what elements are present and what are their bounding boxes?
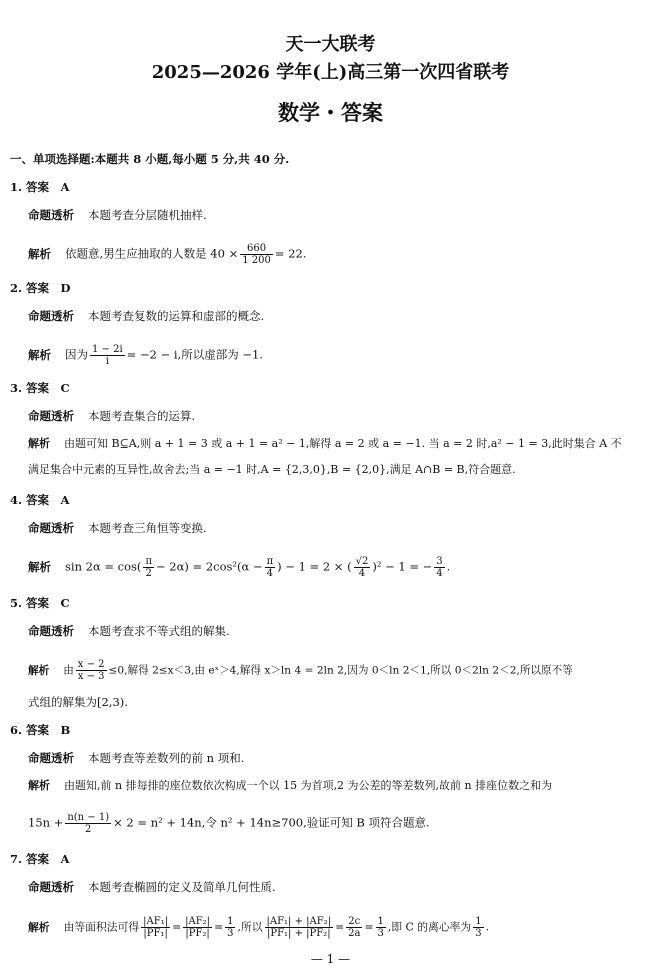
q6-solution-line2: 15n + $\frac{n(n - 1)}{2}$ × 2 = n² + 14n,令 n² + 14n≥700,验证可知 B 项符合题意.	[28, 812, 430, 835]
q3-touxi: 本题考查集合的运算.	[88, 409, 196, 423]
q1-fraction: $\frac{660}{1 200}$	[242, 243, 271, 266]
q2-solution-row: 解析 因为 $\frac{1 - 2i}{i}$ = −2 − i,所以虚部为 −1.	[28, 344, 263, 367]
section-heading: 一、单项选择题:本题共 8 小题,每小题 5 分,共 40 分.	[10, 152, 290, 166]
q4-fraction-1: $\frac{\pi}{2}$	[145, 556, 153, 579]
q2-fraction: $\frac{1 - 2i}{i}$	[92, 344, 123, 367]
q3-solution-row: 解析 由题可知 B⊆A,则 a + 1 = 3 或 a + 1 = a² − 1,解得 a = 2 或 a = −1. 当 a = 2 时,a² − 1 = 3,此时集合 A 不	[28, 437, 622, 450]
q4-solution-row: 解析 sin 2α = cos( $\frac{\pi}{2}$ − 2α) = 2cos²(α − $\frac{\pi}{4}$ ) − 1 = 2 × ( $\frac{√2}{4}$ )² − 1 = − $\frac{3}{4}$ .	[28, 556, 451, 579]
q6-answer: 6. 答案 B	[10, 723, 71, 737]
q1-solution-row: 解析 依题意,男生应抽取的人数是 40 × $\frac{660}{1 200}$ = 22.	[28, 243, 307, 266]
q7-fraction-3: $\frac{1}{3}$	[227, 916, 234, 939]
q6-touxi: 本题考查等差数列的前 n 项和.	[88, 751, 245, 765]
q5-analysis-row: 命题透析 本题考查求不等式组的解集.	[28, 624, 230, 638]
q1-analysis-row	[28, 207, 207, 223]
q4-fraction-2: $\frac{\pi}{4}$	[266, 556, 274, 579]
q3-answer: 3. 答案 C	[10, 381, 70, 395]
q6-analysis-row: 命题透析 本题考查等差数列的前 n 项和.	[28, 751, 245, 765]
exam-title: 2025—2026 学年(上)高三第一次四省联考	[151, 62, 510, 83]
q7-answer: 7. 答案 A	[10, 852, 70, 866]
q4-fraction-3: $\frac{√2}{4}$	[355, 556, 369, 579]
q3-analysis-row: 命题透析 本题考查集合的运算.	[28, 409, 196, 423]
q7-solution-row: 解析 由等面积法可得 $\frac{\text{|AF₁|}}{\text{|PF₁|}}$ = $\frac{\text{|AF₂|}}{\text{|PF₂|}}$ = $\frac{1}{3}$ ,所以 $\frac{\text{|AF₁| + |AF₂|}}{\text{|PF₁| + |PF₂|}}$ = $\frac{2c}{2a}$ = $\frac{1}{3}$ ,即 C 的离心率为 $\frac{1}{3}$ .	[28, 916, 490, 939]
q7-fraction-1: $\frac{\text{|AF₁|}}{\text{|PF₁|}}$	[143, 916, 169, 939]
exam-org-title: 天一大联考	[285, 34, 376, 55]
q5-solution-line2: 式组的解集为[2,3).	[28, 695, 128, 709]
q1-answer: 1. 答案 A	[10, 180, 70, 194]
q6-fraction: $\frac{n(n - 1)}{2}$	[67, 812, 110, 835]
q7-touxi: 本题考查椭圆的定义及简单几何性质.	[88, 880, 276, 894]
q7-fraction-7: $\frac{1}{3}$	[475, 916, 482, 939]
q2-answer: 2. 答案 D	[10, 281, 71, 295]
q4-answer: 4. 答案 A	[10, 493, 70, 507]
q3-solution-line2: 满足集合中元素的互异性,故舍去;当 a = −1 时,A = {2,3,0},B = {2,0},满足 A∩B = B,符合题意.	[28, 463, 516, 476]
q5-fraction: $\frac{x - 2}{x - 3}$	[77, 659, 105, 682]
q7-fraction-6: $\frac{1}{3}$	[377, 916, 384, 939]
q2-analysis-row: 命题透析 本题考查复数的运算和虚部的概念.	[28, 309, 265, 323]
q5-touxi: 本题考查求不等式组的解集.	[88, 624, 230, 638]
q2-touxi: 本题考查复数的运算和虚部的概念.	[88, 309, 265, 323]
subject-title: 数学・答案	[278, 100, 383, 125]
q7-fraction-2: $\frac{\text{|AF₂|}}{\text{|PF₂|}}$	[185, 916, 211, 939]
q5-solution-row: 解析 由 $\frac{x - 2}{x - 3}$ ≤0,解得 2≤x＜3,由 eˣ＞4,解得 x＞ln 4 = 2ln 2,因为 0＜ln 2＜1,所以 0＜2ln 2＜2,所以原不等	[28, 659, 573, 682]
q7-fraction-5: $\frac{2c}{2a}$	[348, 916, 361, 939]
q7-fraction-4: $\frac{\text{|AF₁| + |AF₂|}}{\text{|PF₁| + |PF₂|}}$	[266, 916, 332, 939]
q7-analysis-row: 命题透析 本题考查椭圆的定义及简单几何性质.	[28, 880, 276, 894]
q4-analysis-row: 命题透析 本题考查三角恒等变换.	[28, 521, 207, 535]
label-jiexi: 解析	[28, 246, 51, 261]
label-touxi: 命题透析	[28, 208, 74, 222]
q1-touxi: 本题考查分层随机抽样.	[88, 208, 207, 222]
page-number: — 1 —	[310, 952, 351, 966]
q5-answer: 5. 答案 C	[10, 596, 70, 610]
q6-solution-row: 解析 由题知,前 n 排每排的座位数依次构成一个以 15 为首项,2 为公差的等差数列,故前 n 排座位数之和为	[28, 779, 553, 792]
q4-fraction-4: $\frac{3}{4}$	[436, 556, 443, 579]
q4-touxi: 本题考查三角恒等变换.	[88, 521, 207, 535]
